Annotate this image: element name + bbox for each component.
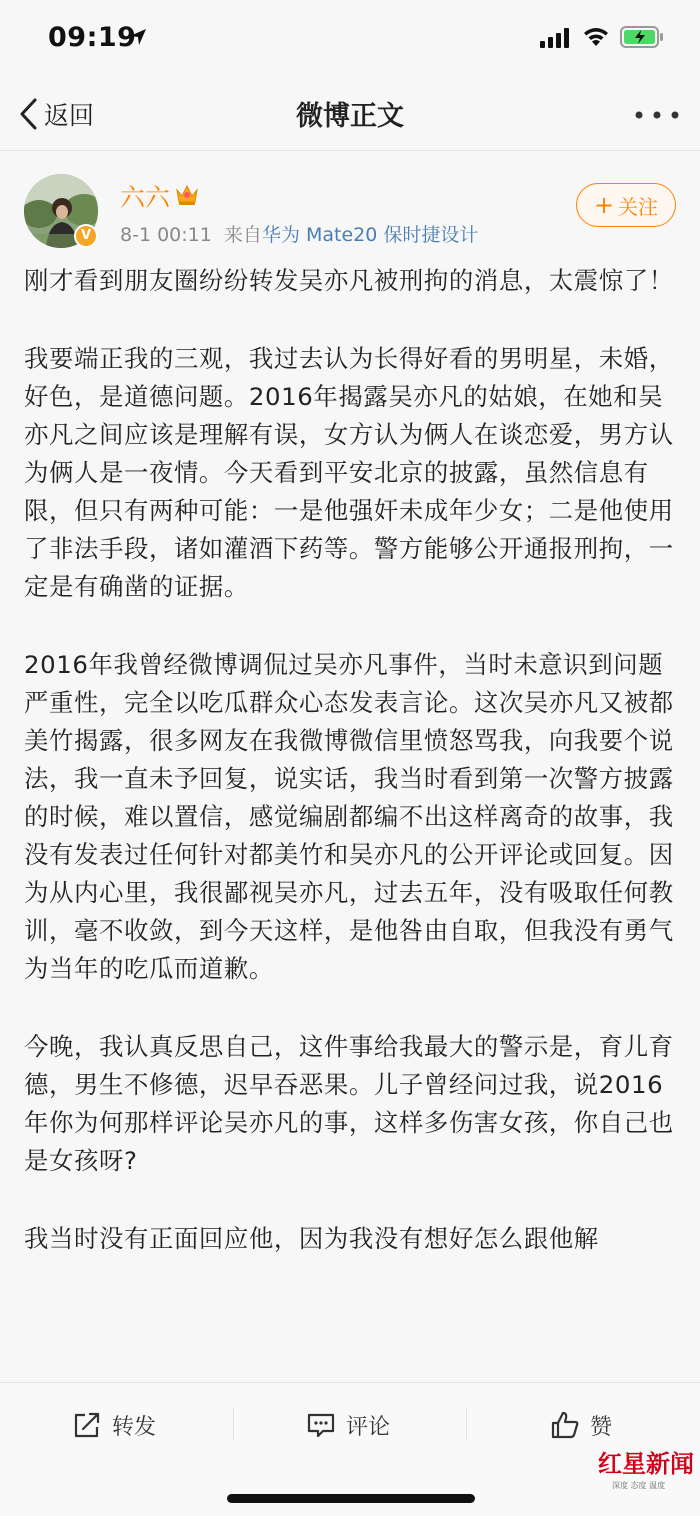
verified-badge-icon: V	[74, 224, 98, 248]
author-name[interactable]: 六六	[120, 183, 171, 212]
post-paragraph: 我要端正我的三观，我过去认为长得好看的男明星，未婚，好色，是道德问题。2016年揭露吴亦凡的姑娘，在她和吴亦凡之间应该是理解有误，女方认为俩人在谈恋爱，男方认为俩人是一夜情。今天看到平安北京的披露，虽然信息有限，但只有两种可能：一是他强奸未成年少女；二是他使用了非法手段，诸如灌酒下药等。警方能够公开通报刑拘，一定是有确凿的证据。	[24, 344, 674, 601]
post-paragraph: 今晚，我认真反思自己，这件事给我最大的警示是，育儿育德，男生不修德，迟早吞恶果。儿子曾经问过我，说2016年你为何那样评论吴亦凡的事，这样多伤害女孩，你自己也是女孩呀?	[24, 1032, 674, 1175]
thumbs-up-icon	[550, 1410, 580, 1440]
status-time: 09:19	[48, 22, 137, 53]
page-title: 微博正文	[296, 101, 404, 132]
home-indicator[interactable]	[227, 1494, 475, 1503]
post-paragraph: 我当时没有正面回应他，因为我没有想好怎么跟他解	[24, 1224, 599, 1253]
comment-icon	[306, 1410, 336, 1440]
plus-icon: +	[593, 191, 615, 219]
back-label: 返回	[44, 101, 95, 130]
like-button[interactable]	[550, 1405, 612, 1445]
battery-charging-icon	[620, 26, 664, 48]
action-divider	[233, 1407, 234, 1441]
watermark-text: 红星新闻	[598, 1449, 694, 1478]
location-arrow-icon	[128, 27, 148, 47]
watermark-sub: 深度 态度 温度	[612, 1481, 666, 1490]
post-timestamp: 8-1 00:11	[120, 224, 212, 246]
comment-label: 评论	[346, 1414, 391, 1440]
wifi-icon	[582, 26, 610, 48]
more-options-icon[interactable]	[634, 106, 680, 124]
watermark	[598, 1444, 696, 1508]
nav-bar	[0, 80, 700, 151]
repost-icon	[72, 1410, 102, 1440]
repost-label: 转发	[112, 1414, 157, 1440]
repost-button[interactable]	[72, 1405, 156, 1445]
signal-icon	[540, 28, 572, 48]
comment-button[interactable]	[306, 1405, 390, 1445]
device-link[interactable]: 华为 Mate20 保时捷设计	[261, 224, 479, 246]
source-prefix: 来自	[223, 224, 262, 246]
action-divider	[466, 1407, 467, 1441]
post-body	[24, 262, 674, 1380]
like-label: 赞	[590, 1414, 613, 1440]
follow-label: 关注	[618, 194, 659, 219]
follow-button[interactable]	[576, 183, 676, 227]
status-bar	[0, 0, 700, 80]
crown-icon	[173, 180, 201, 208]
post-paragraph: 刚才看到朋友圈纷纷转发吴亦凡被刑拘的消息，太震惊了！	[24, 266, 674, 295]
post-meta	[120, 220, 478, 247]
post-paragraph: 2016年我曾经微博调侃过吴亦凡事件，当时未意识到问题严重性，完全以吃瓜群众心态发表言论。这次吴亦凡又被都美竹揭露，很多网友在我微博微信里愤怒骂我，向我要个说法，我一直未予回复，说实话，我当时看到第一次警方披露的时候，难以置信，感觉编剧都编不出这样离奇的故事，我没有发表过任何针对都美竹和吴亦凡的公开评论或回复。因为从内心里，我很鄙视吴亦凡，过去五年，没有吸取任何教训，毫不收敛，到今天这样，是他咎由自取，但我没有勇气为当年的吃瓜而道歉。	[24, 650, 674, 983]
